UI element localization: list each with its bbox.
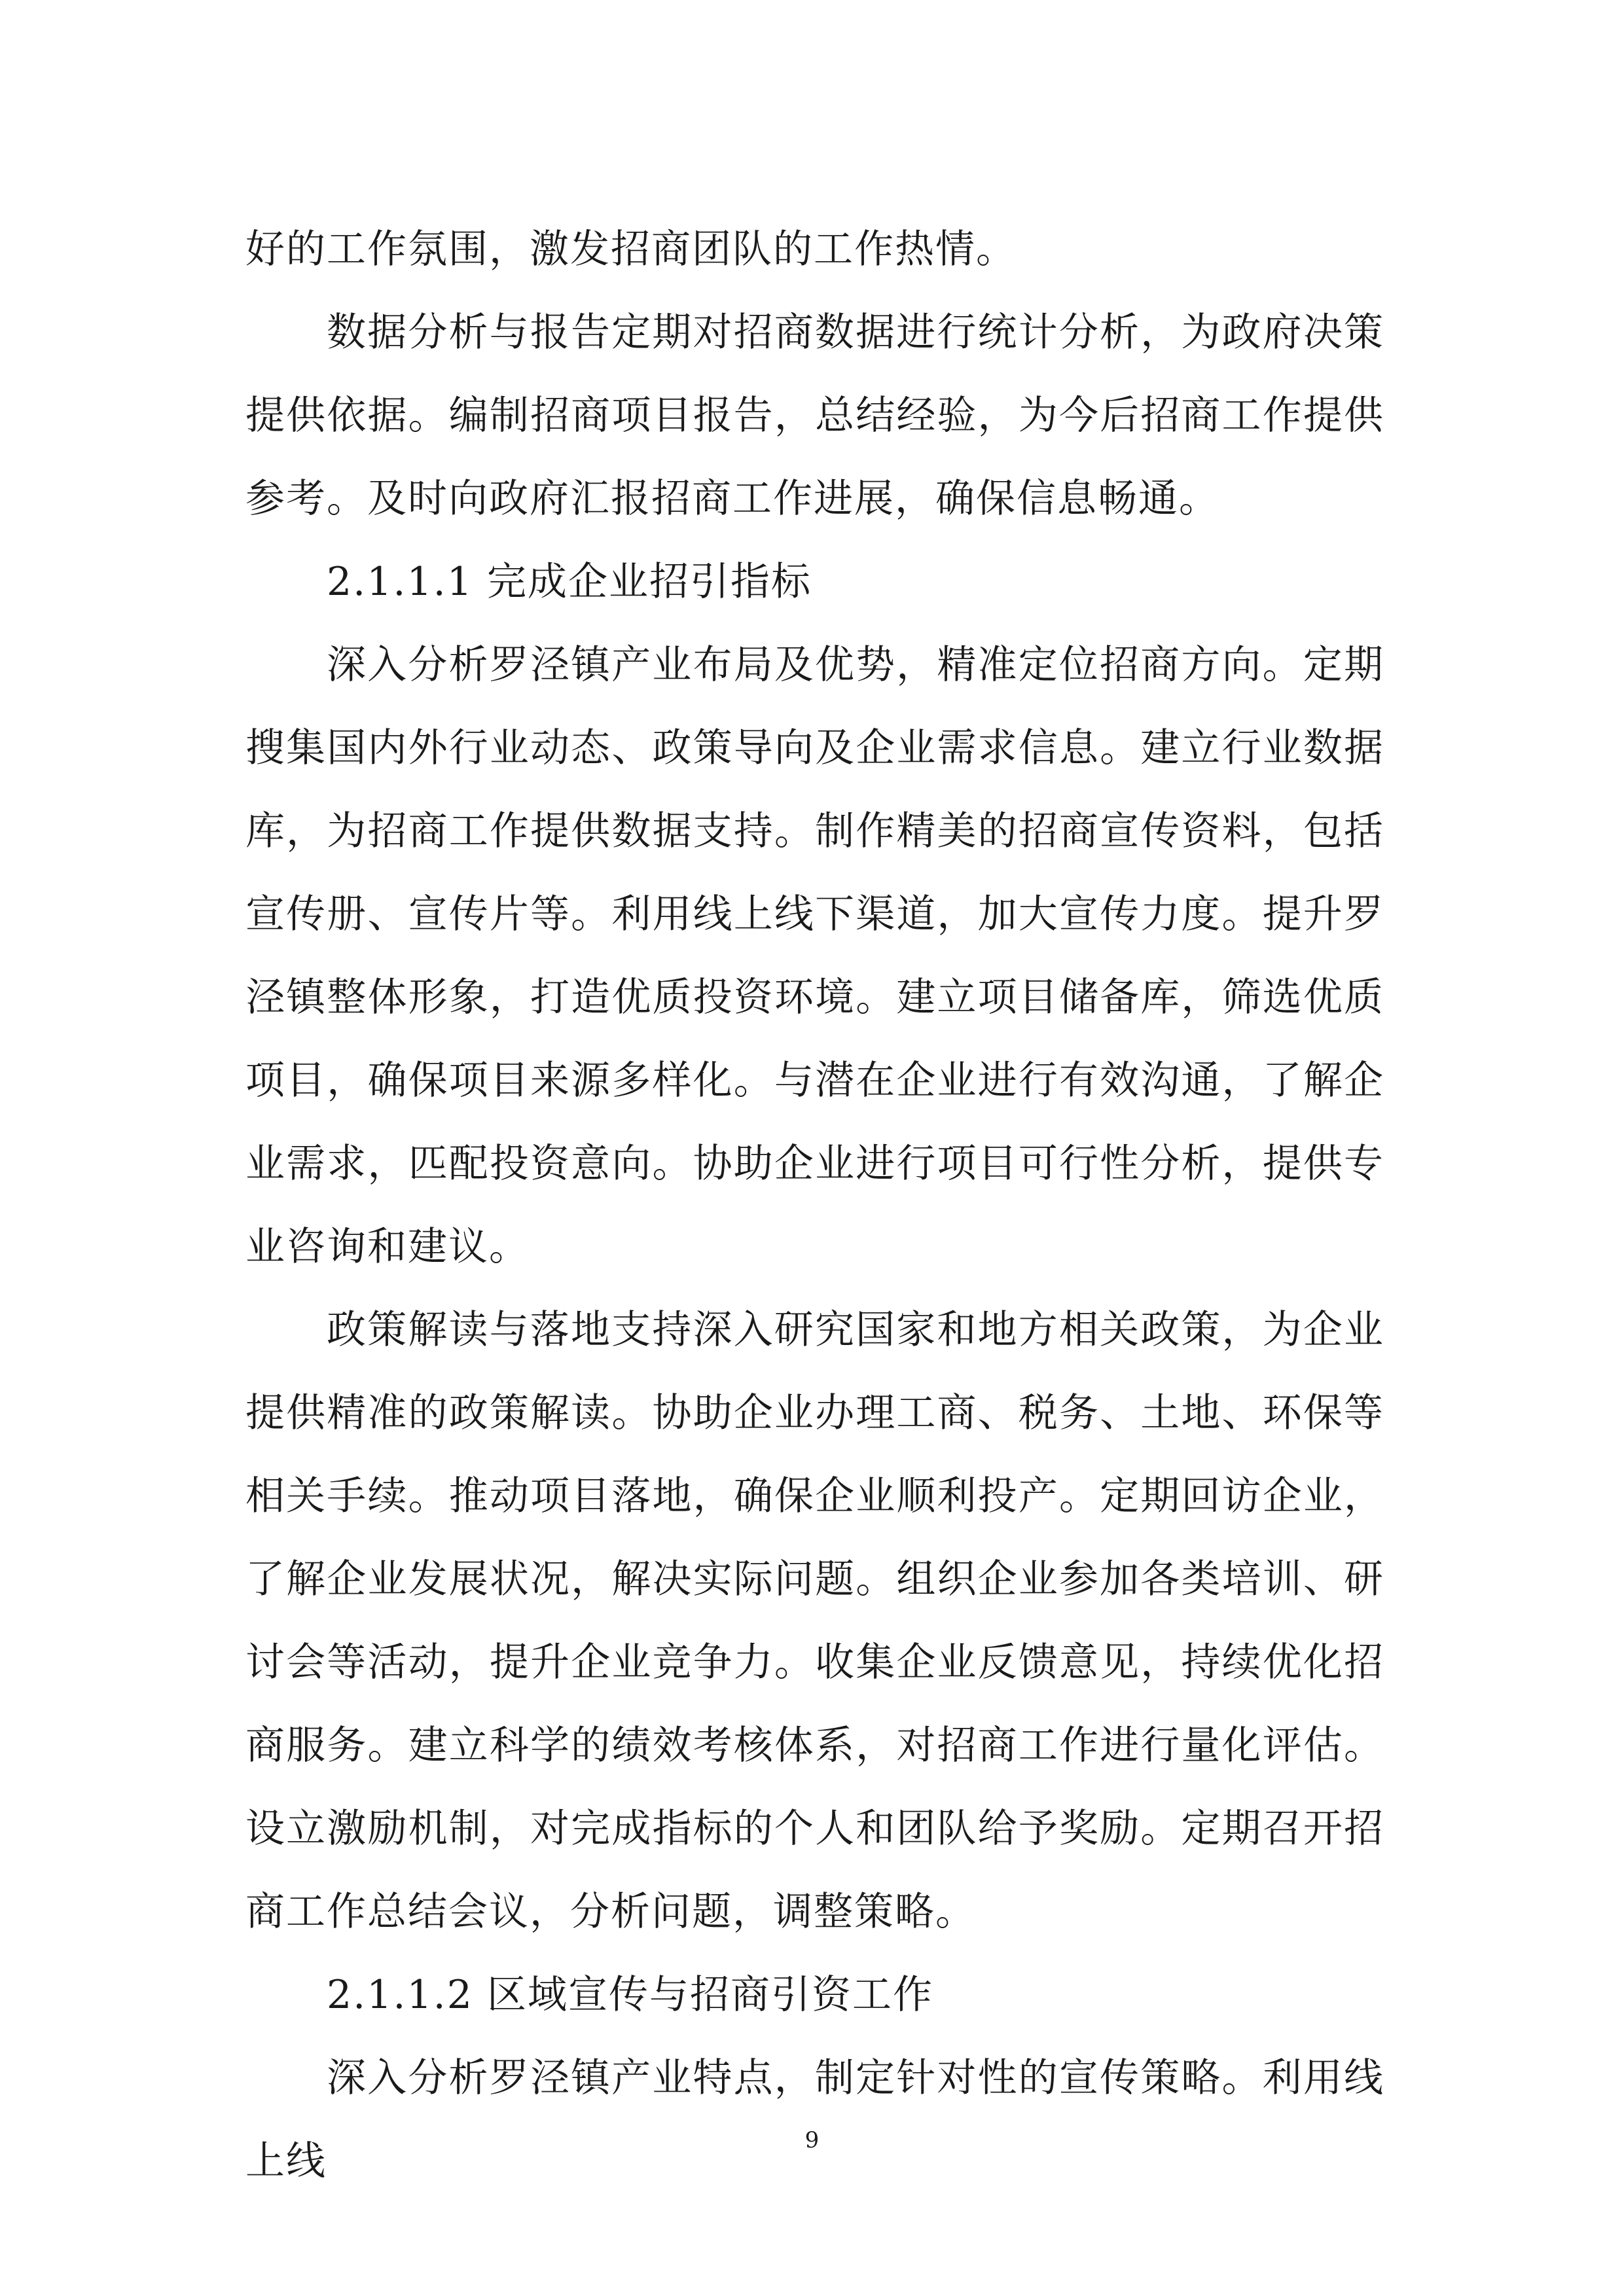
- section-heading-2-1-1-1: 2.1.1.1 完成企业招引指标: [327, 559, 812, 605]
- continuation-paragraph: 好的工作氛围，激发招商团队的工作热情。: [245, 226, 1017, 272]
- body-paragraph-regional-promotion: 深入分析罗泾镇产业特点，制定针对性的宣传策略。利用线上线: [245, 2055, 1384, 2184]
- body-paragraph-industry-analysis: 深入分析罗泾镇产业布局及优势，精准定位招商方向。定期搜集国内外行业动态、政策导向及企业需求信息。建立行业数据库，为招商工作提供数据支持。制作精美的招商宣传资料，包括宣传册、宣传片等。利用线上线下渠道，加大宣传力度。提升罗泾镇整体形象，打造优质投资环境。建立项目储备库，筛选优质项目，确保项目来源多样化。与潜在企业进行有效沟通，了解企业需求，匹配投资意向。协助企业进行项目可行性分析，提供专业咨询和建议。: [245, 642, 1384, 1270]
- document-body: [245, 208, 1384, 2203]
- page-number: 9: [804, 2127, 820, 2153]
- section-heading-2-1-1-2: 2.1.1.2 区域宣传与招商引资工作: [327, 1972, 933, 2018]
- body-paragraph-policy-support: 政策解读与落地支持深入研究国家和地方相关政策，为企业提供精准的政策解读。协助企业办理工商、税务、土地、环保等相关手续。推动项目落地，确保企业顺利投产。定期回访企业，了解企业发展状况，解决实际问题。组织企业参加各类培训、研讨会等活动，提升企业竞争力。收集企业反馈意见，持续优化招商服务。建立科学的绩效考核体系，对招商工作进行量化评估。设立激励机制，对完成指标的个人和团队给予奖励。定期召开招商工作总结会议，分析问题，调整策略。: [245, 1307, 1384, 1935]
- body-paragraph-data-analysis: 数据分析与报告定期对招商数据进行统计分析，为政府决策提供依据。编制招商项目报告，总结经验，为今后招商工作提供参考。及时向政府汇报招商工作进展，确保信息畅通。: [245, 310, 1384, 522]
